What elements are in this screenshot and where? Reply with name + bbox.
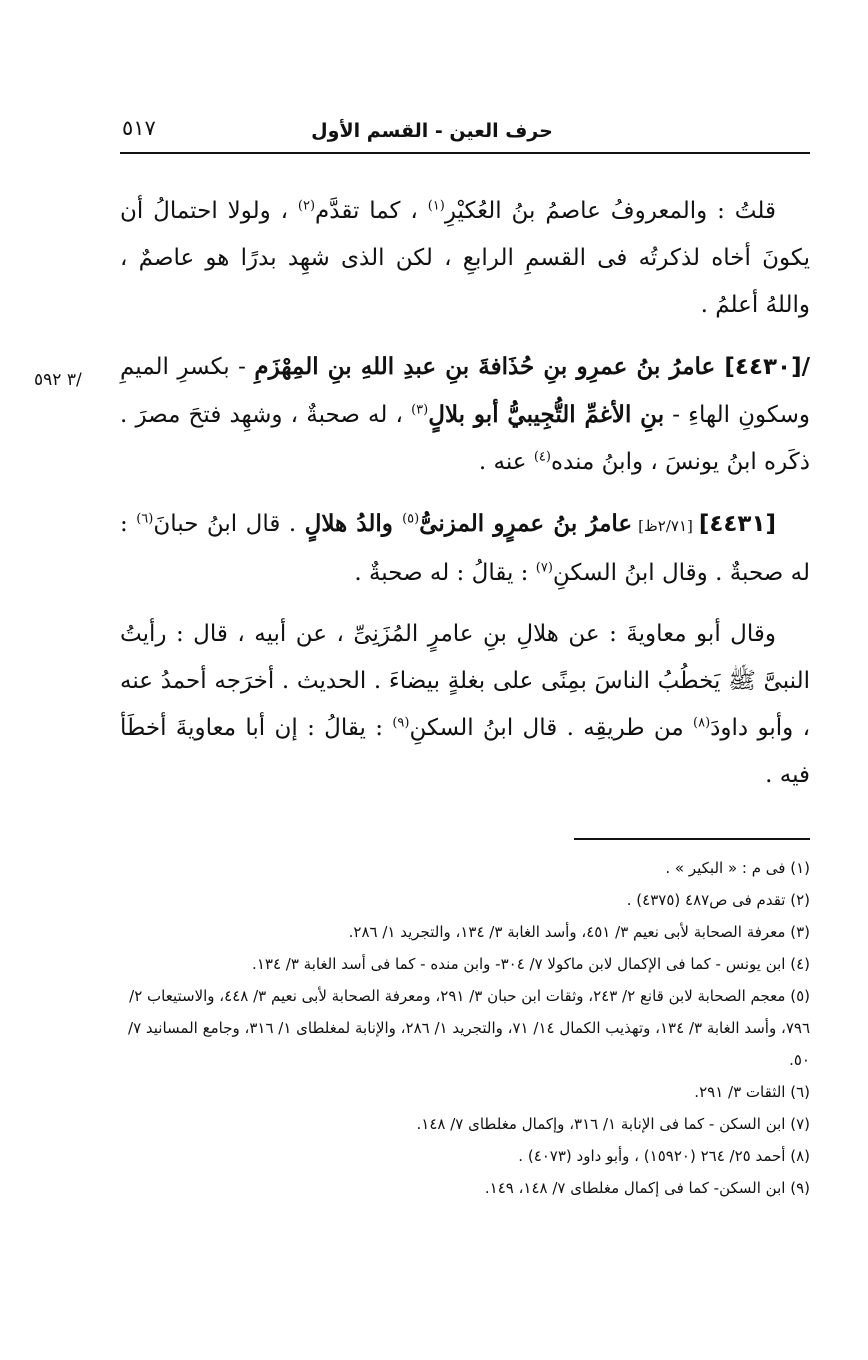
footnote-ref[interactable]: (٤) [533,449,551,465]
entry-name-cont: والدُ هلالٍ [304,510,403,537]
main-text [120,188,810,799]
entry-4430 [120,343,810,486]
footnote-5: (٥) معجم الصحابة لابن قانع ٢/ ٢٤٣، وثقات ابن حبان ٣/ ٢٩١، ومعرفة الصحابة لأبى نعيم ٣/ ٤٤٨، والاستيعاب ٢/ ٧٩٦، وأسد الغابة ٣/ ١٣٤، وتهذيب الكمال ١٤/ ٧١، والتجريد ١/ ٢٨٦، والإنابة لمغلطاى ١/ ٣١٦، وجامع المسانيد ٧/ ٥٠. [128,987,810,1069]
margin-volume-page-reference: /٣ ٥٩٢ [34,370,82,390]
manuscript-folio-ref: [٢/٧١ظ] [632,517,699,535]
footnote-divider [574,838,810,840]
entry-number: ٤٤٣٠ [734,354,792,380]
text-run: - بكسرِ الميمِ وسكونِ الهاءِ - [120,354,810,428]
footnote-ref[interactable]: (٢) [297,198,316,214]
footnote-7: (٧) ابن السكن - كما فى الإنابة ١/ ٣١٦، وإكمال مغلطاى ٧/ ١٤٨. [416,1115,810,1133]
footnote-ref[interactable]: (٨) [693,715,711,731]
text-run: ، ولولا احتمالُ أن يكونَ أخاه لذكرتُه فى القسمِ الرابعِ ، لكن الذى شهِد بدرًا هو عاصمٌ ، واللهُ أعلمُ . [120,198,810,318]
footnote-ref[interactable]: (٣) [411,402,429,418]
entry-name-cont: بنِ الأغمِّ التُّجِيبيُّ أبو بلالٍ [428,401,665,428]
page-number: ٥١٧ [122,116,156,140]
entry-bracket: [ [765,511,776,537]
footnote-6: (٦) الثقات ٣/ ٢٩١. [694,1083,810,1101]
entry-name: عامرُ بنُ عمرٍو المزنىُّ [419,510,633,537]
text-run: قلتُ : والمعروفُ عاصمُ بنُ العُكيْرِ [444,198,776,224]
footnote-ref[interactable]: (١) [427,198,445,214]
text-run: : يقالُ : إن أبا معاويةَ أخطَأ فيه . [120,715,810,788]
text-run: ، له صحبةٌ ، وشهِد فتحَ مصرَ . ذكَره ابنُ يونسَ ، وابنُ منده [120,402,810,475]
text-run: : له صحبةٌ . وقال ابنُ السكنِ [120,511,810,586]
entry-number: ٤٤٣١ [709,511,766,537]
footnote-3: (٣) معرفة الصحابة لأبى نعيم ٣/ ٤٥١، وأسد الغابة ٣/ ١٣٤، والتجريد ١/ ٢٨٦. [348,923,810,941]
paragraph-note [120,188,810,329]
text-run: من طريقِه . قال ابنُ السكنِ [409,715,694,741]
footnote-1: (١) فى م : « البكير » . [665,859,810,877]
footnote-2: (٢) تقدم فى ص٤٨٧ (٤٣٧٥) . [626,891,810,909]
footnote-ref[interactable]: (٩) [392,715,410,731]
text-run: : يقالُ : له صحبةٌ . [354,560,536,586]
entry-bracket: ] [698,511,710,537]
text-run: . قال ابنُ حبانَ [153,511,305,537]
footnote-9: (٩) ابن السكن- كما فى إكمال مغلطاى ٧/ ١٤٨، ١٤٩. [484,1179,810,1197]
footnote-4: (٤) ابن يونس - كما فى الإكمال لابن ماكولا ٧/ ٣٠٤- وابن منده - كما فى أسد الغابة ٣/ ١٣٤. [252,955,810,973]
entry-bracket: /[ [791,354,810,380]
header-divider [120,152,810,154]
footnotes [120,852,810,1204]
paragraph-hadith [120,611,810,799]
entry-4431 [120,500,810,597]
text-run: وقال أبو معاويةَ : عن هلالِ بنِ عامرٍ المُزَنِىِّ ، عن أبيه ، قال : رأيتُ النبىَّ ﷺ يَخطُبُ الناسَ بمِنًى على بغلةٍ بيضاءَ . الحديث . أخرَجه أحمدُ عنه ، وأبو داودَ [120,621,810,741]
footnote-ref[interactable]: (٦) [136,511,154,527]
entry-bracket: ] [724,354,735,380]
footnote-ref[interactable]: (٧) [535,560,553,576]
text-run: عنه . [478,449,534,475]
footnote-ref[interactable]: (٥) [402,511,420,527]
entry-name: عامرُ بنُ عمرِو بنِ حُذَافةَ بنِ عبدِ اللهِ بنِ المِهْزَمِ [254,353,725,380]
text-run: ، كما تقدَّم [315,198,428,224]
running-header-title: حرف العين - القسم الأول [311,120,553,142]
footnote-8: (٨) أحمد ٢٥/ ٢٦٤ (١٥٩٢٠) ، وأبو داود (٤٠٧٣) . [518,1147,810,1165]
